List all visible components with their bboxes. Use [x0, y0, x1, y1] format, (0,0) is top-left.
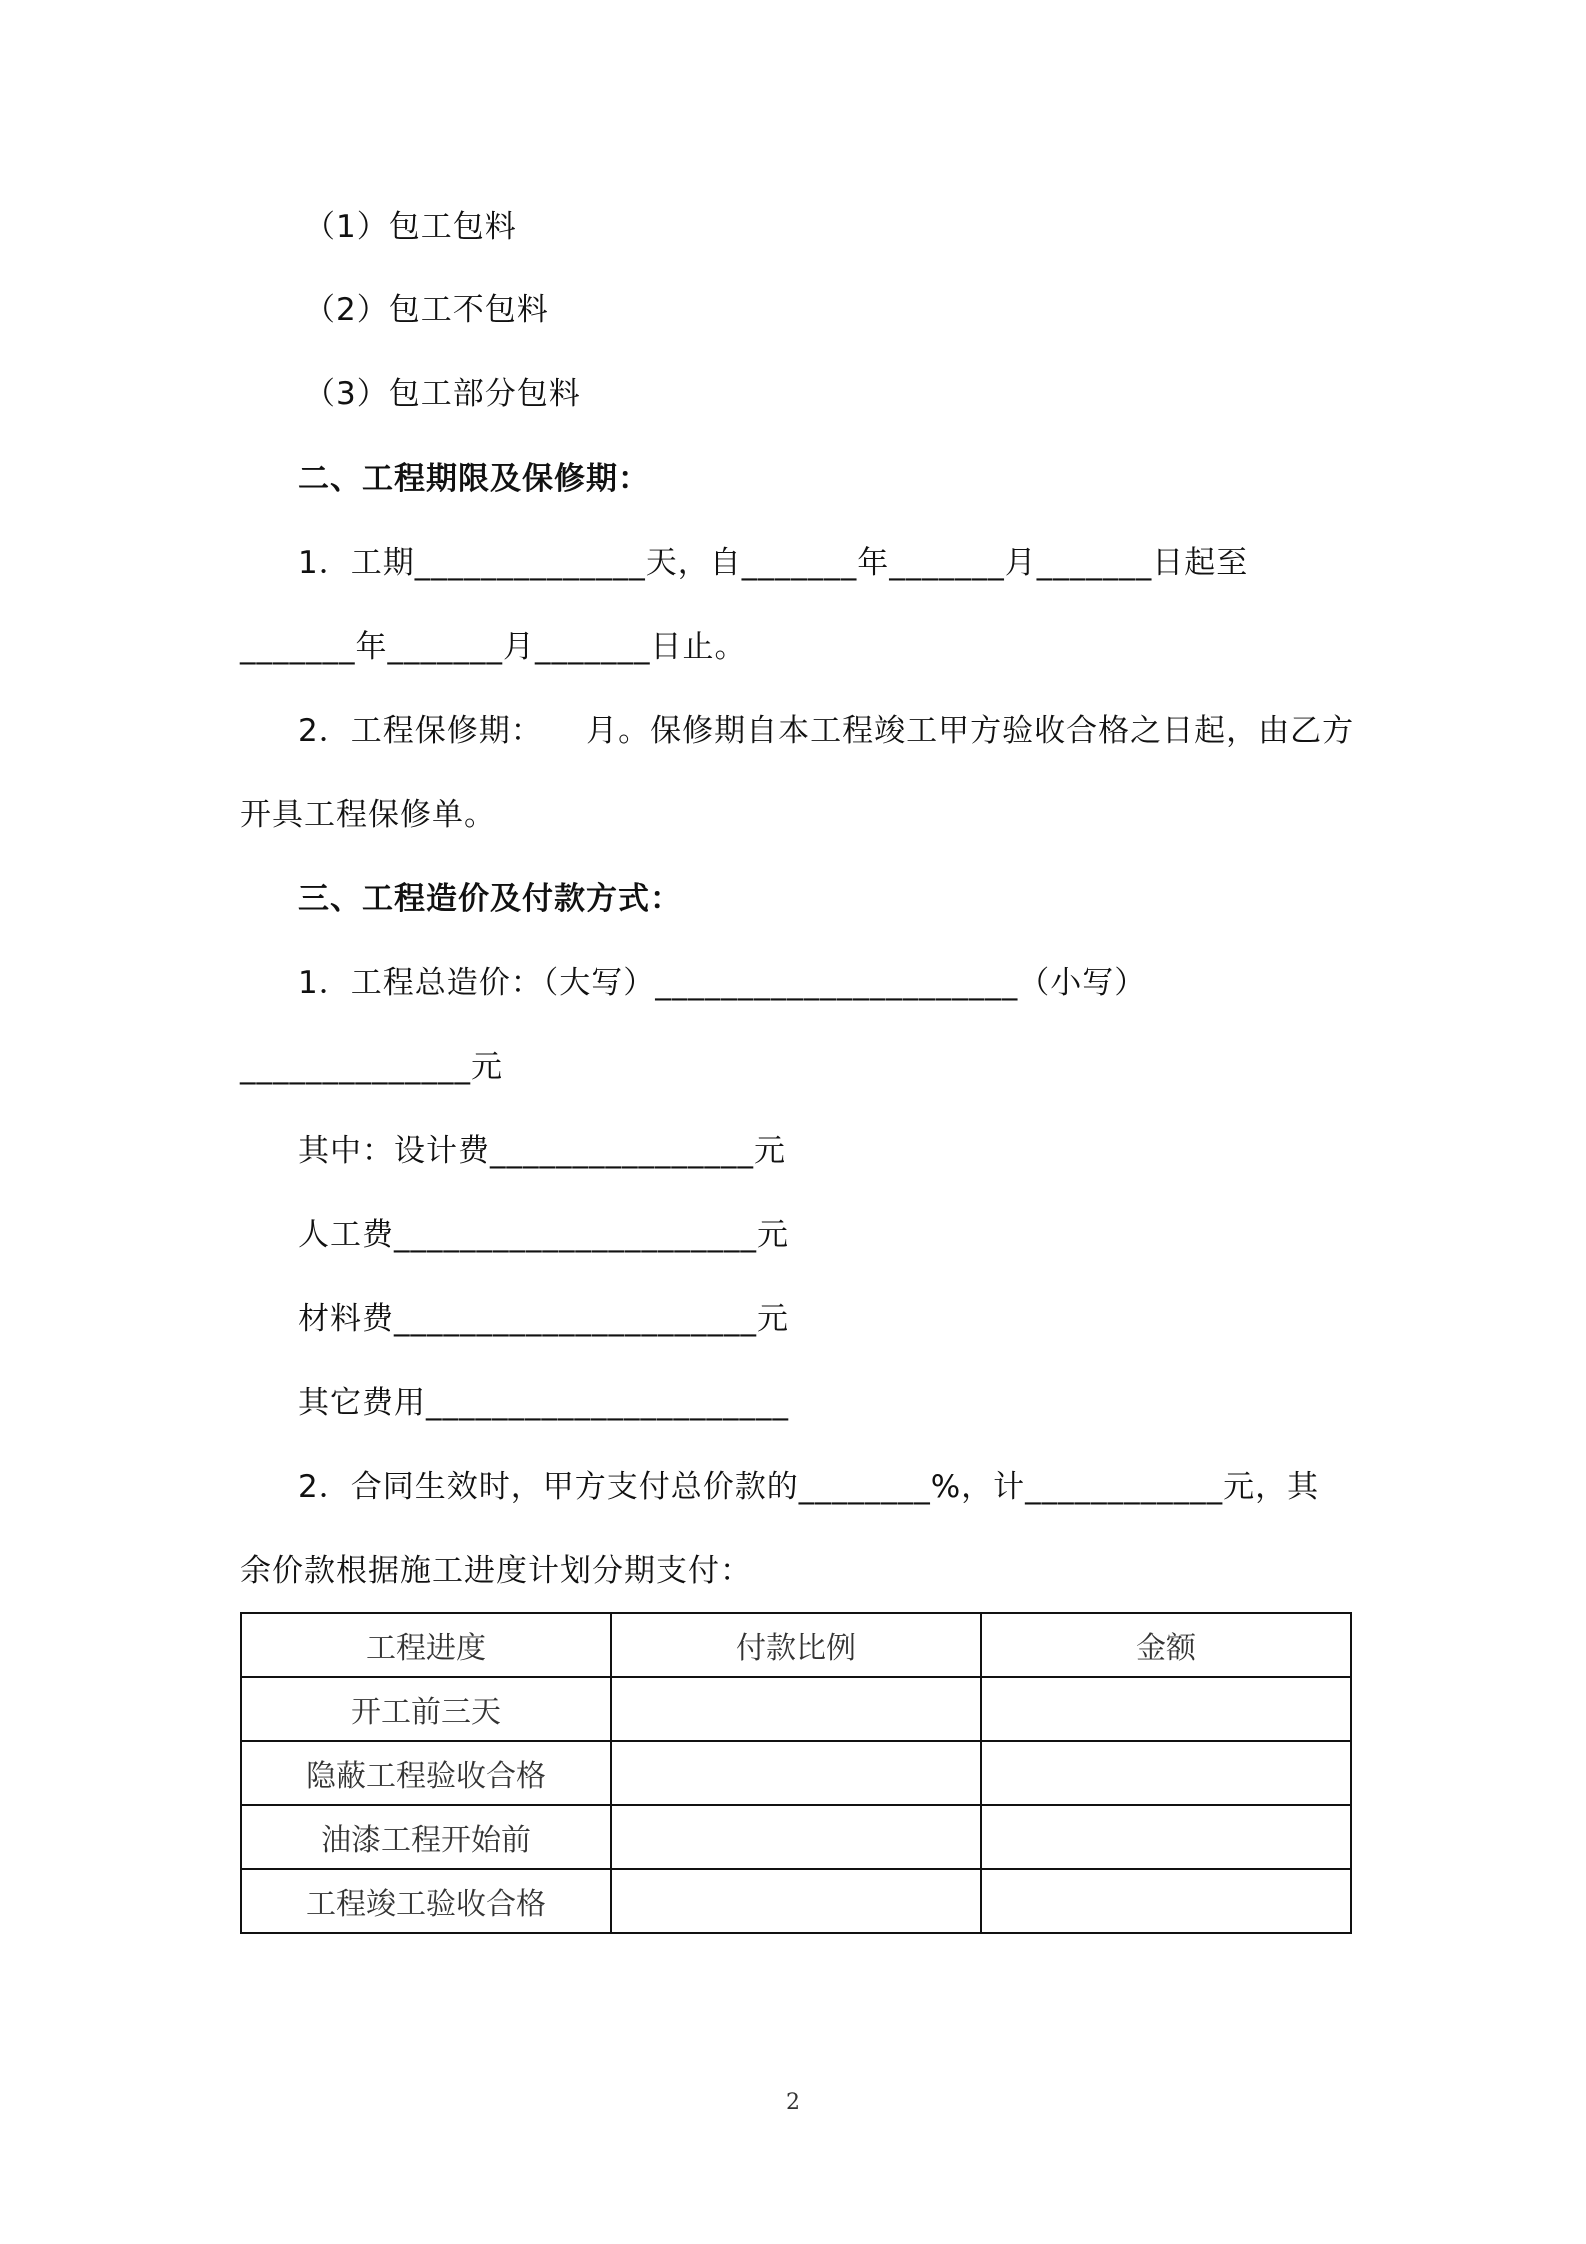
- amount-cell: [981, 1677, 1351, 1741]
- header-amount: 金额: [981, 1613, 1351, 1677]
- header-progress: 工程进度: [241, 1613, 611, 1677]
- ratio-cell: [611, 1805, 981, 1869]
- amount-cell: [981, 1805, 1351, 1869]
- table-row: [241, 1869, 1351, 1933]
- clause-total-cost-cont: ______________元: [240, 1049, 503, 1085]
- clause-payment: 2．合同生效时，甲方支付总价款的________%，计____________元，其: [298, 1469, 1320, 1505]
- clause-warranty-cont: 开具工程保修单。: [240, 797, 496, 833]
- ratio-cell: [611, 1869, 981, 1933]
- clause-warranty: 2．工程保修期： 月。保修期自本工程竣工甲方验收合格之日起，由乙方: [298, 713, 1355, 749]
- progress-cell: 工程竣工验收合格: [241, 1869, 611, 1933]
- amount-cell: [981, 1869, 1351, 1933]
- progress-cell: 油漆工程开始前: [241, 1805, 611, 1869]
- option-3: （3）包工部分包料: [304, 376, 581, 412]
- option-2: （2）包工不包料: [304, 292, 549, 328]
- table-header-row: [241, 1613, 1351, 1677]
- table-row: [241, 1741, 1351, 1805]
- clause-total-cost: 1．工程总造价：（大写）______________________（小写）: [298, 965, 1147, 1001]
- amount-cell: [981, 1741, 1351, 1805]
- section-heading-period: 二、工程期限及保修期：: [298, 461, 650, 497]
- clause-duration-cont: _______年_______月_______日止。: [240, 629, 747, 665]
- table-row: [241, 1805, 1351, 1869]
- clause-duration: 1．工期______________天，自_______年_______月_______日起至: [298, 545, 1249, 581]
- payment-schedule-table: [240, 1612, 1352, 1934]
- progress-cell: 隐蔽工程验收合格: [241, 1741, 611, 1805]
- table-row: [241, 1677, 1351, 1741]
- material-fee-line: 材料费______________________元: [298, 1301, 789, 1337]
- section-heading-cost: 三、工程造价及付款方式：: [298, 881, 682, 917]
- labor-fee-line: 人工费______________________元: [298, 1217, 789, 1253]
- progress-cell: 开工前三天: [241, 1677, 611, 1741]
- option-1: （1）包工包料: [304, 209, 517, 245]
- design-fee-line: 其中：设计费________________元: [298, 1133, 786, 1169]
- header-ratio: 付款比例: [611, 1613, 981, 1677]
- page-number: 2: [786, 2090, 800, 2115]
- ratio-cell: [611, 1677, 981, 1741]
- ratio-cell: [611, 1741, 981, 1805]
- other-fee-line: 其它费用______________________: [298, 1385, 789, 1421]
- clause-payment-cont: 余价款根据施工进度计划分期支付：: [240, 1553, 752, 1589]
